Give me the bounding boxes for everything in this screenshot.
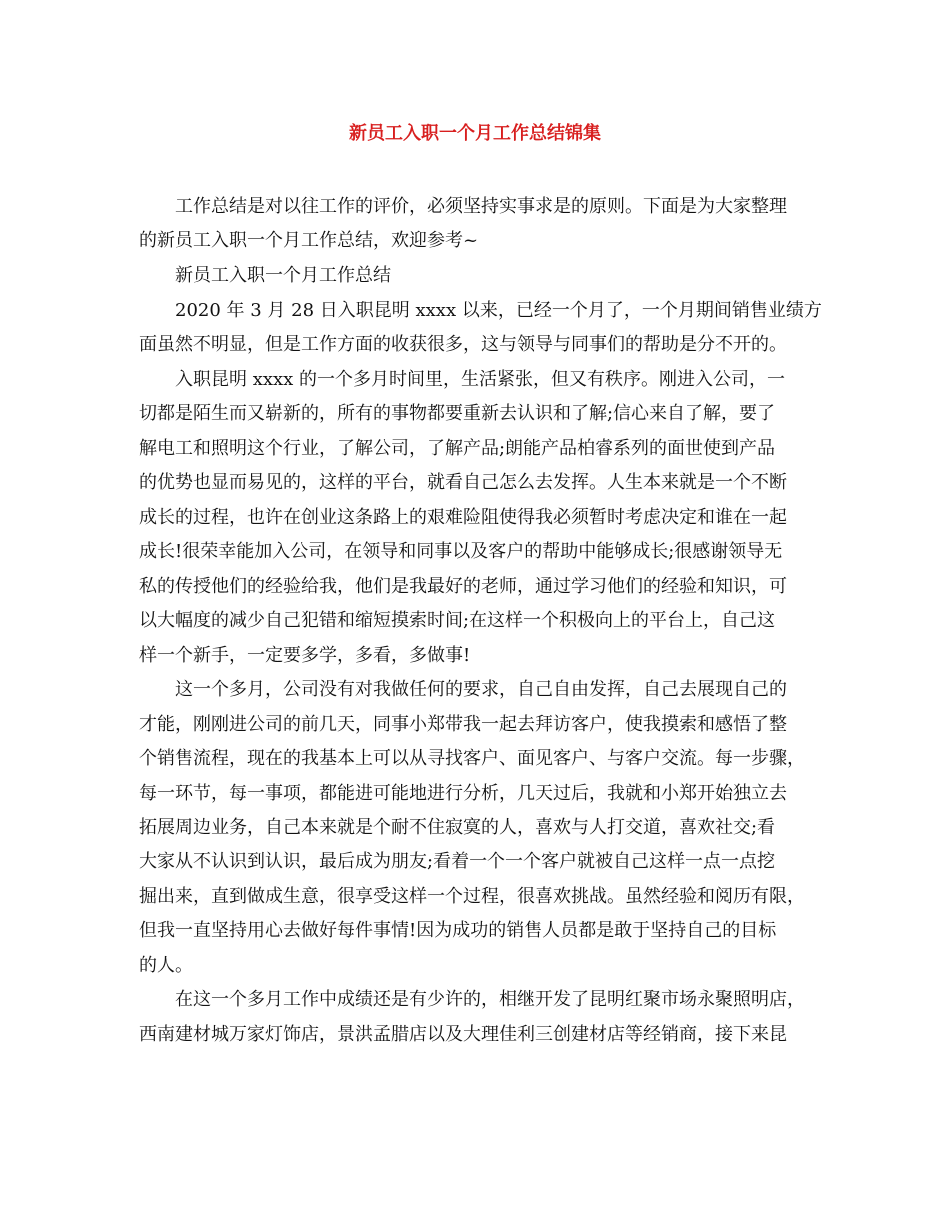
body-text: 每一环节，每一事项，都能进可能地进行分析，几天过后，我就和小郑开始独立去 [139, 783, 787, 804]
body-text: 成长的过程，也许在创业这条路上的艰难险阻使得我必须暂时考虑决定和谁在一起 [139, 507, 787, 528]
body-text: 但我一直坚持用心去做好每件事情!因为成功的销售人员都是敢于坚持自己的目标 [139, 920, 777, 941]
body-text: 解电工和照明这个行业，了解公司，了解产品;朗能产品柏睿系列的面世使到产品 [139, 438, 776, 459]
body-text: 的新员工入职一个月工作总结，欢迎参考~ [139, 230, 479, 251]
body-text: 拓展周边业务，自己本来就是个耐不住寂寞的人，喜欢与人打交道，喜欢社交;看 [139, 817, 776, 838]
body-text: 私的传授他们的经验给我，他们是我最好的老师，通过学习他们的经验和知识，可 [139, 576, 787, 597]
body-text: 面虽然不明显，但是工作方面的收获很多，这与领导与同事们的帮助是分不开的。 [139, 334, 787, 355]
body-text: 在这一个多月工作中成绩还是有少许的，相继开发了昆明红聚市场永聚照明店， [175, 989, 805, 1010]
body-text: 掘出来，直到做成生意，很享受这样一个过程，很喜欢挑战。虽然经验和阅历有限， [139, 886, 805, 907]
body-text: 样一个新手，一定要多学，多看，多做事! [139, 645, 471, 666]
body-text: 这一个多月，公司没有对我做任何的要求，自己自由发挥，自己去展现自己的 [175, 679, 787, 700]
body-text: 大家从不认识到认识，最后成为朋友;看着一个一个客户就被自己这样一点一点挖 [139, 851, 776, 872]
body-text: 西南建材城万家灯饰店，景洪孟腊店以及大理佳利三创建材店等经销商，接下来昆 [139, 1024, 787, 1045]
body-text: 才能，刚刚进公司的前几天，同事小郑带我一起去拜访客户，使我摸索和感悟了整 [139, 714, 787, 735]
body-text: 的优势也显而易见的，这样的平台，就看自己怎么去发挥。人生本来就是一个不断 [139, 472, 787, 493]
body-text: 以大幅度的减少自己犯错和缩短摸索时间;在这样一个积极向上的平台上，自己这 [139, 610, 776, 631]
body-text: 工作总结是对以往工作的评价，必须坚持实事求是的原则。下面是为大家整理 [175, 196, 787, 217]
body-text: 2020 年 3 月 28 日入职昆明 xxxx 以来，已经一个月了，一个月期间销售业绩方 [175, 300, 822, 321]
body-text: 个销售流程，现在的我基本上可以从寻找客户、面见客户、与客户交流。每一步骤， [139, 748, 805, 769]
document-title: 新员工入职一个月工作总结锦集 [349, 123, 601, 144]
body-text: 新员工入职一个月工作总结 [175, 265, 391, 286]
body-text: 的人。 [139, 955, 193, 976]
body-text: 入职昆明 xxxx 的一个多月时间里，生活紧张，但又有秩序。刚进入公司，一 [175, 369, 786, 390]
body-text: 切都是陌生而又崭新的，所有的事物都要重新去认识和了解;信心来自了解，要了 [139, 403, 776, 424]
body-text: 成长!很荣幸能加入公司，在领导和同事以及客户的帮助中能够成长;很感谢领导无 [139, 541, 783, 562]
